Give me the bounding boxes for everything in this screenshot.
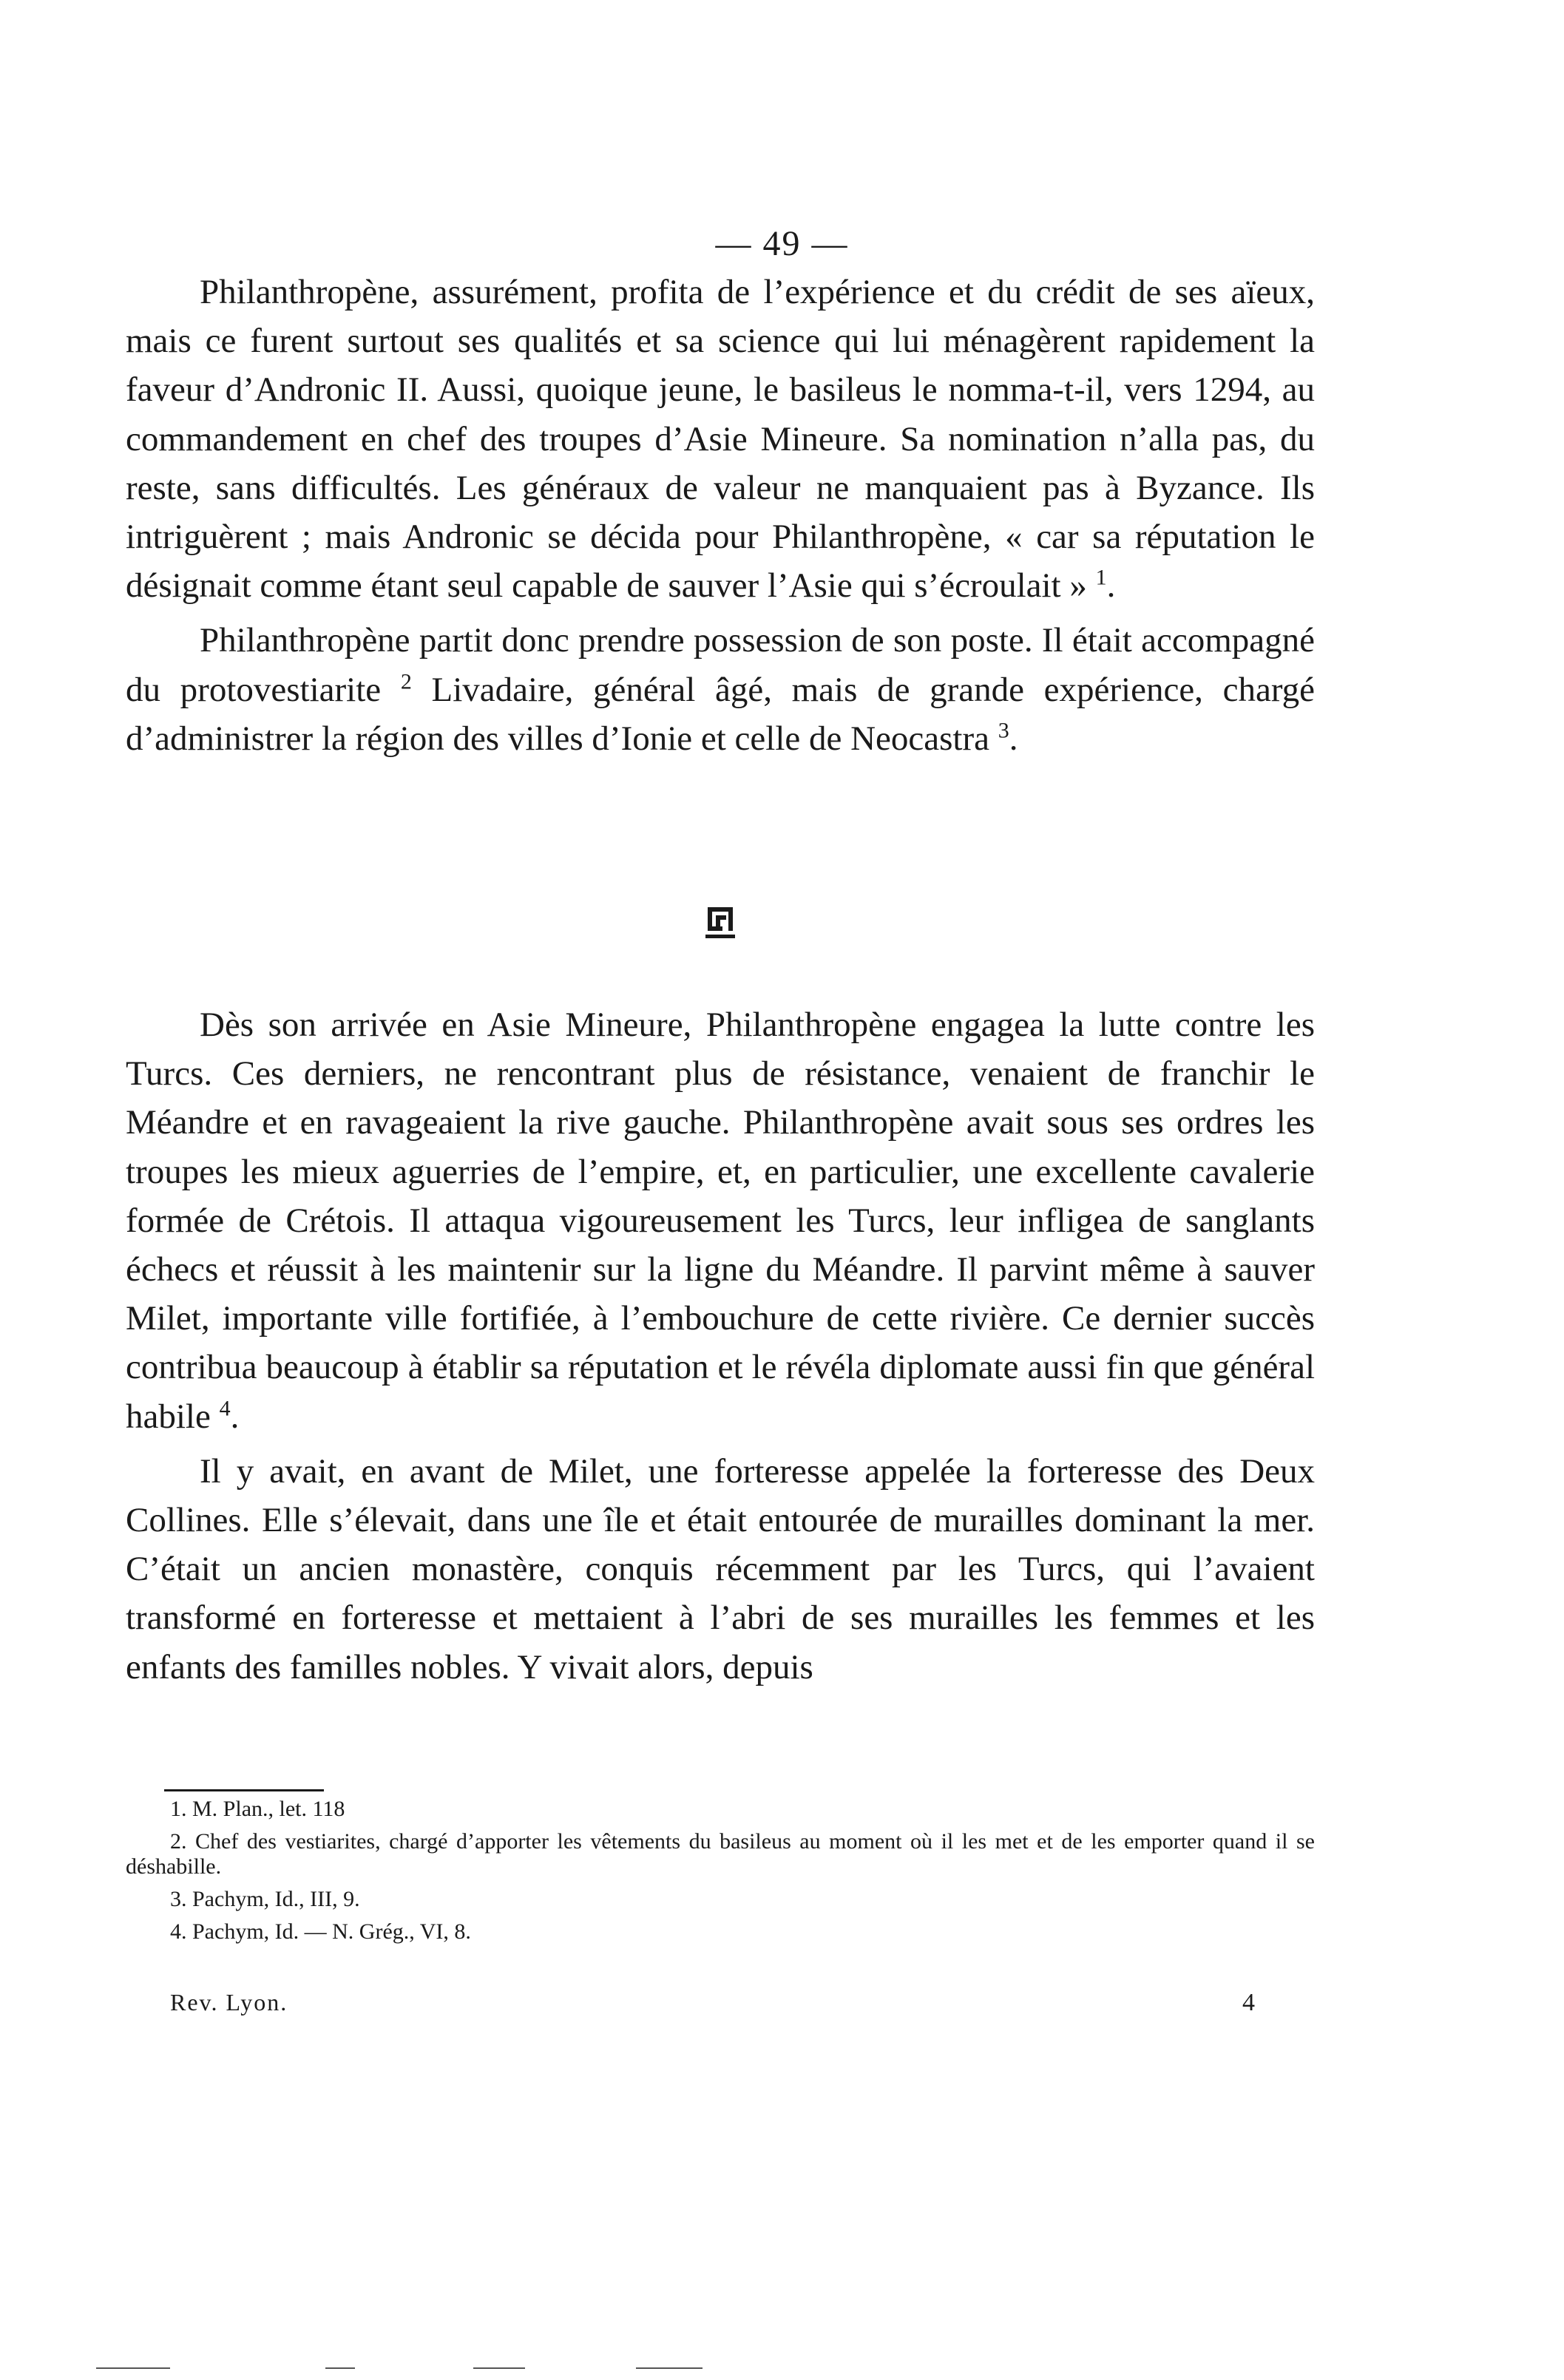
gathering-signature: 4 bbox=[1242, 1989, 1255, 2016]
scan-edge-line bbox=[96, 2367, 170, 2369]
paragraph bbox=[126, 616, 1315, 763]
scan-edge-line bbox=[473, 2367, 525, 2369]
footnote-ref[interactable]: 3 bbox=[998, 718, 1009, 743]
scan-edge-line bbox=[636, 2367, 703, 2369]
paragraph-end: . bbox=[1106, 566, 1116, 606]
text-block-lower bbox=[126, 1000, 1315, 1698]
section-break-ornament-icon bbox=[705, 905, 735, 939]
footnote: 4. Pachym, Id. — N. Grég., VI, 8. bbox=[170, 1919, 471, 1944]
paragraph bbox=[126, 268, 1315, 610]
page-number: — 49 — bbox=[715, 224, 849, 263]
paragraph-text: Il y avait, en avant de Milet, une forteresse appelée la forteresse des Deux Collines. Elle s’élevait, dans une île et était entourée de murailles dominant la mer. C’était un ancien monastère, conquis récemment par les Turcs, qui l’avaient transformé en forteresse et mettaient à l’abri de ses murailles les femmes et les enfants des familles nobles. Y vivait alors, depuis bbox=[126, 1451, 1315, 1686]
footnote-divider bbox=[164, 1789, 324, 1791]
paragraph-text: Philanthropène partit donc prendre possession de son poste. Il était accompagné du protovestiarite bbox=[126, 621, 1315, 709]
journal-signature: Rev. Lyon. bbox=[170, 1989, 288, 2015]
footnotes bbox=[126, 1797, 1315, 1952]
scan-edge-line bbox=[325, 2367, 355, 2369]
paragraph-text: Livadaire, général âgé, mais de grande expérience, chargé d’administrer la région des villes d’Ionie et celle de Neocastra bbox=[126, 670, 1315, 758]
footnote-ref[interactable]: 4 bbox=[219, 1395, 231, 1420]
footnote: 3. Pachym, Id., III, 9. bbox=[170, 1887, 360, 1911]
footnote-ref[interactable]: 1 bbox=[1095, 565, 1107, 590]
footnote-ref[interactable]: 2 bbox=[400, 668, 412, 694]
text-block-upper bbox=[126, 268, 1315, 769]
footnote: 2. Chef des vestiarites, chargé d’apporter les vêtements du basileus au moment où il les met et de les emporter quand il se déshabille. bbox=[126, 1829, 1315, 1879]
paragraph-text: Philanthropène, assurément, profita de l’expérience et du crédit de ses aïeux, mais ce furent surtout ses qualités et sa science qui lui ménagèrent rapidement la faveur d’Andronic II. Aussi, quoique jeune, le basileus le nomma-t-il, vers 1294, au commandement en chef des troupes d’Asie Mineure. Sa nomination n’alla pas, du reste, sans difficultés. Les généraux de valeur ne manquaient pas à Byzance. Ils intriguèrent ; mais Andronic se décida pour Philanthropène, « car sa réputation le désignait comme étant seul capable de sauver l’Asie qui s’écroulait » bbox=[126, 273, 1315, 606]
paragraph bbox=[126, 1447, 1315, 1692]
paragraph bbox=[126, 1000, 1315, 1441]
paragraph-end: . bbox=[230, 1397, 240, 1436]
footnote: 1. M. Plan., let. 118 bbox=[170, 1797, 345, 1821]
paragraph-end: . bbox=[1009, 719, 1018, 758]
paragraph-text: Dès son arrivée en Asie Mineure, Philanthropène engagea la lutte contre les Turcs. Ces derniers, ne rencontrant plus de résistance, venaient de franchir le Méandre et en ravageaient la rive gauche. Philanthropène avait sous ses ordres les troupes les mieux aguerries de l’empire, et, en particulier, une excellente cavalerie formée de Crétois. Il attaqua vigoureusement les Turcs, leur infligea de sanglants échecs et réussit à les maintenir sur la ligne du Méandre. Il parvint même à sauver Milet, importante ville fortifiée, à l’embouchure de cette rivière. Ce dernier succès contribua beaucoup à établir sa réputation et le révéla diplomate aussi fin que général habile bbox=[126, 1006, 1315, 1436]
